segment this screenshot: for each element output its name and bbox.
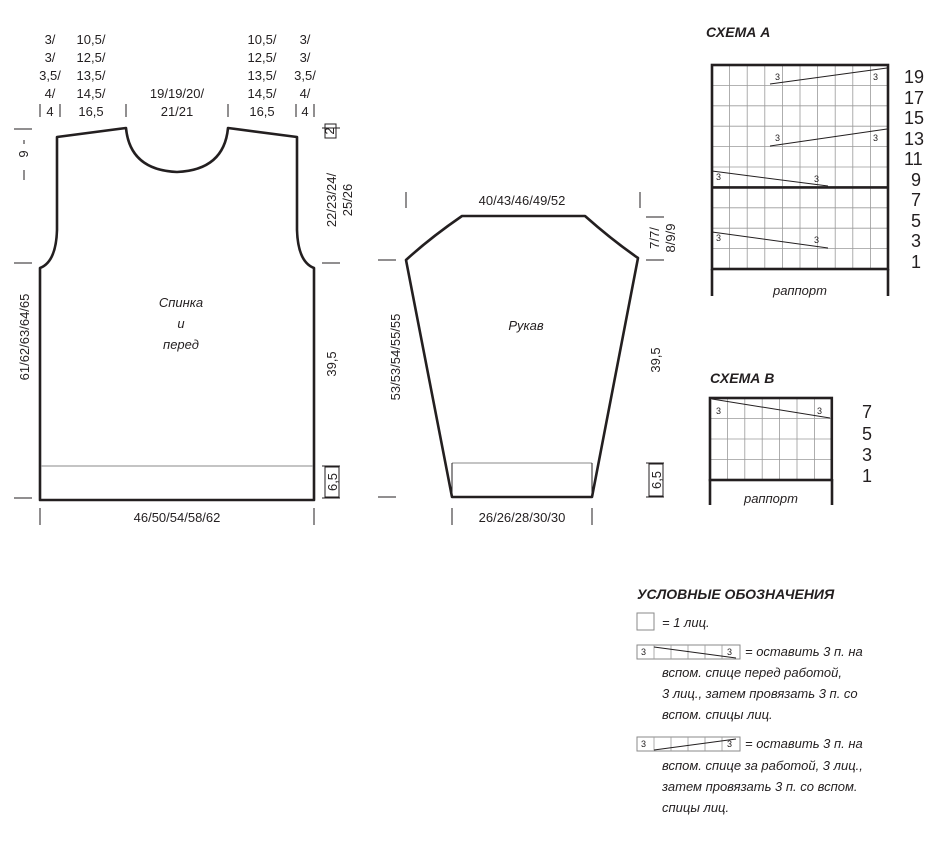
cable-count: 3	[775, 133, 781, 143]
shoulder-width-value: 14,5/	[76, 86, 106, 101]
right-vertical-dimensions	[322, 124, 355, 498]
shoulder-width-value: 16,5	[78, 104, 104, 119]
cable-stroke	[770, 68, 887, 84]
armhole-value-2: 25/26	[340, 183, 355, 217]
shoulder-width-value: 12,5/	[76, 50, 106, 65]
sleeve-total-length-value: 53/53/54/55/55	[388, 313, 403, 401]
legend-cable-back-line-2: вспом. спице за работой, 3 лиц.,	[662, 758, 863, 773]
cable-count: 3	[727, 647, 733, 657]
sleeve-cuff-width-value: 26/26/28/30/30	[478, 510, 566, 525]
schema-b-cables	[712, 399, 830, 418]
cable-count: 3	[775, 72, 781, 82]
legend-knit-text: = 1 лиц.	[662, 615, 710, 630]
row-number: 3	[911, 231, 922, 251]
front-back-piece	[14, 32, 355, 525]
cable-count: 3	[716, 233, 722, 243]
cable-count: 3	[873, 133, 879, 143]
schema-a-grid	[712, 65, 888, 269]
rib-height-value: 6,5	[325, 472, 340, 492]
legend-cable-front-line-4: вспом. спицы лиц.	[662, 707, 773, 722]
row-number: 3	[862, 445, 873, 465]
left-shoulder-width-values	[77, 32, 126, 119]
neck-width-value: 21/21	[160, 104, 194, 119]
row-number: 5	[911, 211, 922, 231]
legend-cable-back-line-3: затем провязать 3 п. со вспом.	[662, 779, 858, 794]
cable-stroke	[712, 399, 830, 418]
schema-a	[706, 24, 924, 298]
cable-front-symbol	[637, 645, 740, 659]
left-vertical-dimensions	[14, 129, 32, 498]
right-shoulder-slope-values	[294, 32, 316, 119]
cable-count: 3	[814, 235, 820, 245]
cable-count: 3	[727, 739, 733, 749]
legend-title: УСЛОВНЫЕ ОБОЗНАЧЕНИЯ	[637, 586, 835, 602]
shoulder-width-value: 13,5/	[247, 68, 277, 83]
cable-count: 3	[716, 406, 722, 416]
schema-b	[710, 370, 872, 506]
shoulder-width-value: 12,5/	[247, 50, 277, 65]
cable-count: 3	[873, 72, 879, 82]
shoulder-value: 3/	[299, 32, 311, 47]
body-height-value: 39,5	[324, 351, 339, 377]
shoulder-value: 3/	[299, 50, 311, 65]
shoulder-value: 4	[46, 104, 54, 119]
legend-cable-front-line-1: = оставить 3 п. на	[745, 644, 863, 659]
left-shoulder-slope-values	[39, 32, 61, 119]
row-number: 1	[911, 252, 922, 272]
shoulder-value: 3,5/	[294, 68, 316, 83]
row-number: 7	[911, 190, 922, 210]
knit-stitch-symbol	[637, 613, 654, 630]
row-number: 11	[904, 149, 923, 169]
front-back-label-3: перед	[163, 337, 199, 352]
neck-width-values	[150, 86, 205, 119]
row-number: 1	[862, 466, 873, 486]
front-back-label-2: и	[177, 316, 185, 331]
shoulder-value: 3,5/	[39, 68, 61, 83]
legend-cable-front-line-2: вспом. спице перед работой,	[662, 665, 842, 680]
shoulder-value: 4	[301, 104, 309, 119]
sleeve-label: Рукав	[508, 318, 544, 333]
sleeve-left-dimensions	[378, 260, 403, 497]
neck-width-value: 19/19/20/	[149, 86, 205, 101]
cable-count: 3	[641, 739, 647, 749]
shoulder-width-value: 13,5/	[76, 68, 106, 83]
row-number: 17	[904, 88, 925, 108]
shoulder-value: 4/	[299, 86, 311, 101]
schema-b-title: СХЕМА В	[710, 370, 775, 386]
shoulder-drop-value: 9	[16, 150, 31, 158]
sleeve-outline	[406, 216, 638, 497]
row-number: 15	[904, 108, 925, 128]
sleeve-cuff-dimension	[452, 508, 592, 525]
row-number: 7	[862, 402, 873, 422]
sleeve-length-value: 39,5	[648, 347, 663, 373]
schema-a-repeat-label: раппорт	[773, 283, 827, 298]
schema-a-cables	[712, 68, 887, 248]
sleeve-cap-value-1: 7/7/	[647, 227, 662, 249]
sleeve-piece	[378, 192, 678, 525]
shoulder-value: 3/	[44, 50, 56, 65]
row-number: 9	[911, 170, 922, 190]
sleeve-right-dimensions	[646, 217, 678, 497]
schema-a-title: СХЕМА А	[706, 24, 771, 40]
row-number: 19	[904, 67, 925, 87]
shoulder-width-value: 14,5/	[247, 86, 277, 101]
legend-cable-back-line-1: = оставить 3 п. на	[745, 736, 863, 751]
schema-b-grid	[710, 398, 832, 480]
row-number: 5	[862, 424, 873, 444]
cable-count: 3	[641, 647, 647, 657]
sleeve-rib-value: 6,5	[649, 470, 664, 490]
sleeve-cap-value-2: 8/9/9	[663, 223, 678, 253]
front-back-outline	[40, 128, 314, 500]
sleeve-top-width-dimension	[406, 192, 640, 208]
cable-count: 3	[716, 172, 722, 182]
shoulder-width-value: 10,5/	[247, 32, 277, 47]
legend-cable-back-line-4: спицы лиц.	[662, 800, 730, 815]
legend	[637, 586, 863, 815]
shoulder-width-value: 16,5	[249, 104, 275, 119]
cable-count: 3	[817, 406, 823, 416]
cable-count: 3	[814, 174, 820, 184]
front-back-label-1: Спинка	[158, 295, 204, 310]
bottom-width-dimension	[40, 508, 314, 525]
sleeve-top-width-value: 40/43/46/49/52	[478, 193, 566, 208]
armhole-value-1: 22/23/24/	[324, 172, 339, 228]
shoulder-value: 4/	[44, 86, 56, 101]
schema-b-repeat-label: раппорт	[744, 491, 798, 506]
cable-back-symbol	[637, 737, 740, 751]
shoulder-value: 3/	[44, 32, 56, 47]
width-value: 46/50/54/58/62	[133, 510, 221, 525]
schema-a-row-numbers	[904, 67, 924, 272]
cable-stroke	[770, 129, 887, 146]
shoulder-width-value: 10,5/	[76, 32, 106, 47]
row-number: 13	[904, 129, 925, 149]
schema-b-row-numbers	[862, 402, 872, 486]
neck-depth-value: 2	[322, 127, 337, 135]
right-shoulder-width-values	[228, 32, 277, 119]
total-length-value: 61/62/63/64/65	[17, 293, 32, 381]
legend-cable-front-line-3: 3 лиц., затем провязать 3 п. со	[662, 686, 858, 701]
